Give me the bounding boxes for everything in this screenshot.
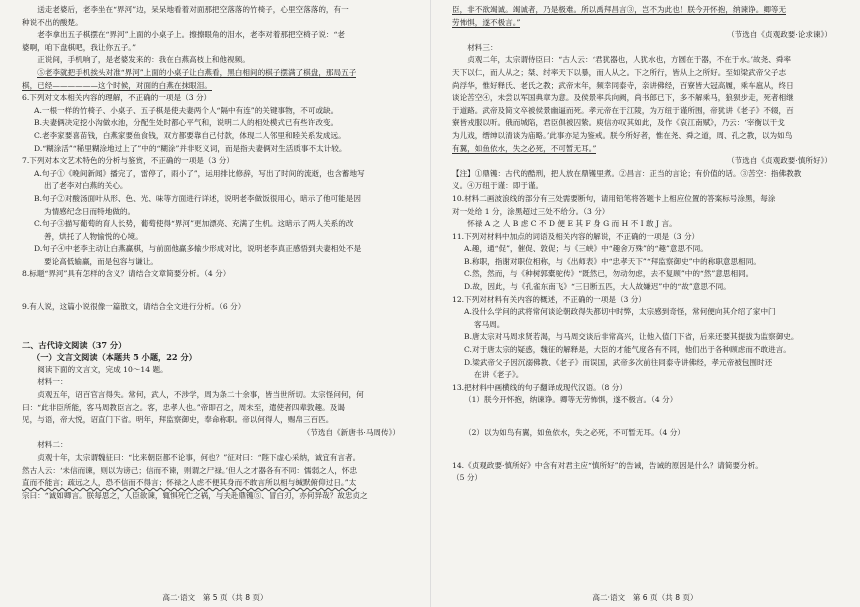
page-footer: 高二·语文 第 5 页（共 8 页） bbox=[162, 593, 268, 602]
reading-prompt: 阅读下面的文言文，完成 10～14 题。 bbox=[37, 364, 168, 374]
option-c: C.句子③描写葡萄的育人长势，葡萄使得“界河”更加漂亮、充满了生机。这暗示了两人关系的改 bbox=[34, 219, 354, 229]
question-12 bbox=[452, 294, 842, 382]
question-stem: 14.《贞观政要·慎所好》中含有对君主应“慎所好”的告诫，告诫的原因是什么？请简要分析。 bbox=[452, 460, 763, 470]
story-line: 种说不出的酸楚。 bbox=[22, 17, 83, 27]
option-a: A.趣，通“促”，催促、敦促；与《三峡》中“趣舍万殊”的“趣”意思不同。 bbox=[464, 244, 708, 254]
material-title: 材料二： bbox=[37, 440, 68, 450]
material-2-cont bbox=[452, 4, 842, 42]
option-c: C.然，然而，与《种树郭橐驼传》“既然已，勿动勿虑，去不复顾”中的“然”意思相同。 bbox=[464, 269, 754, 279]
question-10 bbox=[452, 193, 842, 231]
material-line-underlined: 有翼，如鱼依水，失之必死，不可暂无耳。” bbox=[452, 143, 597, 153]
material-1 bbox=[22, 376, 410, 439]
page-6 bbox=[430, 0, 860, 607]
story-line: 婆啊，咱下盘棋吧，我让你五子。” bbox=[22, 42, 136, 52]
sub-question-1: （1）朕今开怀抱，纳谏诤。卿等无劳怖惧，遂不极言。（4 分） bbox=[464, 395, 678, 405]
material-line: 寮皆戎服以听。俄而城陷，君臣俱被囚絷。庾信亦叹其如此，及作《哀江南赋》，乃云：‘宰衡以干戈 bbox=[452, 118, 785, 128]
material-line: 于道路。武帝及简文卒被侯景幽逼而死。孝元帝在于江陵，为万纽于谨所围，帝犹讲《老子》不辍，百 bbox=[452, 105, 794, 115]
material-line: 天下以仁，而人从之；桀、纣率天下以暴，而人从之。下之所行，皆从上之所好。至如梁武帝父子志 bbox=[452, 67, 787, 77]
note-line: 【注】①鼎镬：古代的酷刑，把人放在鼎镬里煮。②昌言：正当的言论；有价值的话。③苦空：指佛教教 bbox=[452, 168, 802, 178]
annotations bbox=[452, 168, 842, 193]
question-14 bbox=[452, 460, 842, 485]
question-11 bbox=[452, 231, 842, 294]
story-line-underlined: 棋，已经——————这个时候，对面的白燕在抹眼泪。 bbox=[22, 80, 212, 90]
question-7 bbox=[22, 155, 410, 268]
question-stem: 12.下列对材料有关内容的概述，不正确的一项是（3 分） bbox=[452, 294, 646, 304]
story-ending bbox=[22, 4, 410, 92]
material-line: 贞观五年，诏百官言得失。常何，武人，不涉学，周为条二十余事，皆当世所切。太宗怪问何，何 bbox=[37, 390, 364, 400]
question-stem: 7.下列对本文艺术特色的分析与鉴赏，不正确的一项是（3 分） bbox=[22, 156, 234, 166]
subsection-heading: （一）文言文阅读（本题共 5 小题，22 分） bbox=[32, 352, 197, 363]
material-line: 贞观二年，太宗谓侍臣曰：“古人云：‘君犹器也，人犹水也，方圆在于器，不在于水。’故尧、舜率 bbox=[467, 55, 792, 65]
section-heading: 二、古代诗文阅读（37 分） bbox=[22, 339, 127, 350]
question-stem: 13.把材料中画横线的句子翻译成现代汉语。（8 分） bbox=[452, 382, 627, 392]
material-source: （节选自《贞观政要·慎所好》） bbox=[727, 156, 832, 166]
option-b: B.夫妻俩决定挖小沟做水池，分配生处时都心平气和，说明二人的相处模式已有些许改变。 bbox=[34, 118, 339, 128]
option-d: D.梁武帝父子因沉溺佛教、《老子》而误国，武帝多次前往同泰寺讲佛经，孝元帝被包围时还 bbox=[464, 357, 773, 367]
material-line: 谈论苦空④，未尝以军国典章为意。及侯景率兵向阙，尚书郎已下，多不解乘马，狼狈步走，死者相继 bbox=[452, 93, 794, 103]
question-13 bbox=[452, 382, 842, 460]
material-source: （节选自《新唐书·马周传》） bbox=[302, 427, 400, 437]
material-line: 贞观十年，太宗谓魏征曰：“比来朝臣都不论事，何也？”征对曰：“陛下虚心采纳，诚宜有言者。 bbox=[37, 453, 361, 462]
question-stem: 6.下列对文本相关内容的理解，不正确的一项是（3 分） bbox=[22, 93, 212, 103]
option-a-cont: 出了老李对白燕的关心。 bbox=[44, 181, 128, 191]
option-d: D.故，因此，与《孔雀东南飞》“三日断五匹，大人故嫌迟”中的“故”意思不同。 bbox=[464, 282, 731, 292]
story-line: 送走老婆后，老李坐在“界河”边，呆呆地看着对面那把空落落的竹椅子，心里空落落的，有一 bbox=[37, 5, 349, 14]
material-line-underlined: 劳怖惧，遂不极言。” bbox=[452, 17, 521, 27]
option-a: A.一根一样的竹椅子、小桌子、五子棋是使夫妻两个人“隔中有连”的关键事物，不可或缺。 bbox=[34, 105, 339, 115]
material-line: 然古人云：‘未信而谏，则以为谤己；信而不谏，则谓之尸禄。’但人之才器各有不同：懦弱之人，怀忠 bbox=[22, 465, 358, 475]
option-c: C.对于唐太宗的疑惑，魏征的解释是，大臣的才能气度各有不同，他们出于各种顾虑而不敢进言。 bbox=[464, 345, 791, 355]
material-line: 为儿戏，缙绅以清谈为庙略。’此事亦足为鉴戒。朕今所好者，惟在尧、舜之道，周、孔之教，以为如鸟 bbox=[452, 130, 793, 140]
story-line: 正说间，手机响了，是老婆发来的：我在白燕高枝上和他视频。 bbox=[37, 55, 250, 65]
material-3 bbox=[452, 42, 842, 168]
question-8: 8.标题“界河”具有怎样的含义？请结合文章简要分析。（4 分） bbox=[22, 269, 231, 279]
material-line: 宗曰：“诚如卿言。朕每思之，人臣欲谏，辄惧死亡之祸，与夫赴鼎镬⑤、冒白刃，亦何异哉？故忠贞之 bbox=[22, 490, 368, 500]
option-b: B.唐太宗对马周求贤若渴，与马周交谈后非常高兴，让他入值门下省，后来还要其提拔为监察御史。 bbox=[464, 332, 799, 342]
sub-question-2: （2）以为如鸟有翼，如鱼依水，失之必死，不可暂无耳。（4 分） bbox=[464, 428, 685, 437]
question-stem-cont: 对一处给 1 分，涂黑超过三处不给分。（3 分） bbox=[452, 206, 610, 216]
question-6 bbox=[22, 92, 410, 155]
material-line: 曰：“此非臣所能，客马周教臣言之。客，忠孝人也。”帝即召之，周未至，遣使者四辈敦趣。及谒 bbox=[22, 402, 345, 412]
option-c-cont: 善，烘托了人物愉悦的心境。 bbox=[44, 231, 143, 241]
material-title: 材料三： bbox=[467, 42, 498, 52]
material-source: （节选自《贞观政要·论求谏》） bbox=[727, 30, 832, 40]
option-d: D.“糊涂活”“稀里糊涂地过上了”中的“糊涂”并非贬义词，而是指夫妻俩对生活质事不太计较。 bbox=[34, 143, 347, 153]
option-b: B.称职，指谢对职位相称，与《出师表》中“忠孝天下”“拜监察御史”中的称职意思相同。 bbox=[464, 256, 761, 266]
option-c: C.老李家要喜苗钱，白燕家要鱼食钱，双方都要靠自己付款，体现二人邻里和睦关系发成远。 bbox=[34, 130, 346, 140]
question-9: 9.有人说，这篇小说很像一篇散文，请结合全文进行分析。（6 分） bbox=[22, 302, 246, 312]
question-stem: 10.材料二画波浪线的部分有三处需要断句，请用铅笔将答题卡上相应位置的答案标号涂黑，每涂 bbox=[452, 193, 776, 203]
page-footer: 高二·语文 第 6 页（共 8 页） bbox=[592, 593, 698, 602]
story-line: 老李拿出五子棋摆在“界河”上面的小桌子上。擦擦眼角的泪水，老李对着那把空椅子说：“老 bbox=[37, 30, 345, 40]
option-b-cont: 为情感纪念日而特地做的。 bbox=[44, 206, 136, 216]
material-line: 尚浮华，惟好释氏、老氏之教；武帝末年，频幸同泰寺，亲讲佛经，百寮皆大冠高履，乘车扈从，终日 bbox=[452, 80, 794, 90]
material-2 bbox=[22, 439, 410, 502]
punctuation-sentence: 怀禄 A 之 人 B 虑 C 不 D 便 E 其 F 身 G 而 H 不 I 敢 J 言。 bbox=[467, 219, 677, 229]
option-b: B.句子②对酸汤面叶从形、色、光、味等方面进行详述，说明老李做饭很用心，暗示了他可能是因 bbox=[34, 193, 361, 203]
option-a-cont: 客马周。 bbox=[474, 319, 505, 329]
material-line-wavy: 直而不能言；疏远之人，恐不信而不得言；怀禄之人虑不便其身而不敢言所以相与缄默俯仰过日。”太 bbox=[22, 478, 357, 488]
question-stem-cont: （5 分） bbox=[452, 473, 483, 483]
option-d-cont: 要论高低输赢，而是包容与谦让。 bbox=[44, 256, 158, 266]
option-d: D.句子④中老李主动让白燕赢棋，与前面他赢多输少形成对比，说明老李真正感悟到夫妻相处不是 bbox=[34, 244, 362, 254]
material-line: 见，与语，帝大悦，诏直门下省。明年，拜监察御史，奉命称职。帝以何得人，赐帛三百匹。 bbox=[22, 415, 334, 425]
option-a: A.没什么学问的武将常何谈论朝政得失都切中时弊，太宗感到奇怪，常何便向其介绍了家中门 bbox=[464, 307, 776, 317]
option-d-cont: 在讲《老子》。 bbox=[474, 370, 524, 380]
option-a: A.句子①《晚间新闻》播完了，雷停了，雨小了”，运用排比修辞，写出了时间的流逝，也含蓄地写 bbox=[34, 168, 365, 178]
material-title: 材料一： bbox=[37, 377, 68, 387]
material-line-underlined: 臣，非不欲竭诚。竭诚者，乃是极难。所以禹拜昌言③，岂不为此也！朕今开怀抱，纳谏诤。卿等无 bbox=[452, 5, 787, 14]
note-line: 义。④万纽于谨：即于谨。 bbox=[452, 181, 544, 191]
question-stem: 11.下列对材料中加点的词语及相关内容的解说，不正确的一项是（3 分） bbox=[452, 231, 700, 241]
story-line-underlined: ⑤老李就把手机挨头对准“界河”上面的小桌子让白燕看，黑白相间的棋子摆满了棋盘，那局五子 bbox=[37, 67, 357, 77]
